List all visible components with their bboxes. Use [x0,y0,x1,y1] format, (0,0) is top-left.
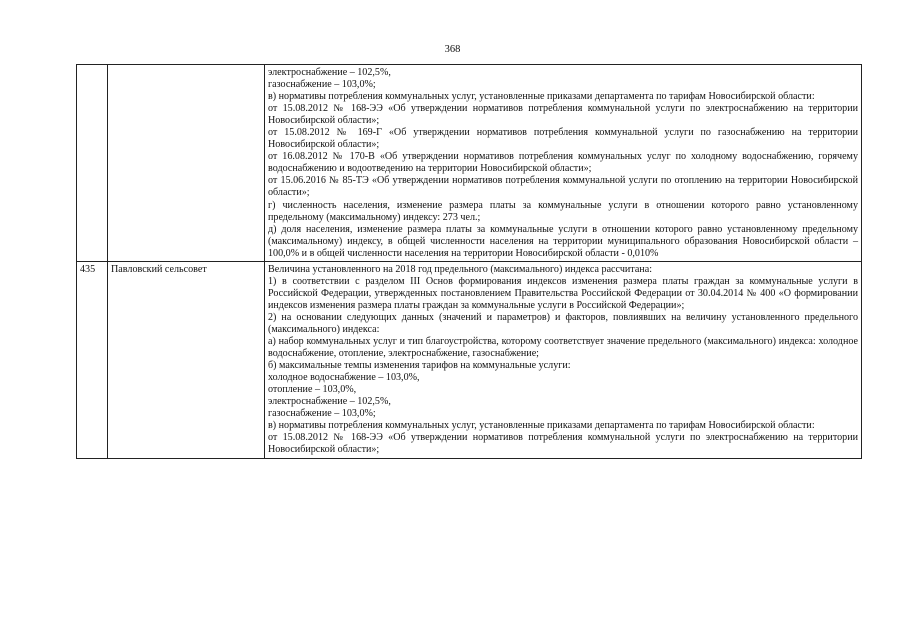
table-row [77,65,862,262]
row-number-cell: 435 [77,261,108,458]
description-paragraph: б) максимальные темпы изменения тарифов на коммунальные услуги: [268,360,571,372]
description-cell [265,65,862,262]
description-paragraph: от 15.08.2012 № 169-Г «Об утверждении нормативов потребления коммунальной услуги по газоснабжению на территории Новосибирской области»; [268,127,858,151]
description-paragraph: Величина установленного на 2018 год предельного (максимального) индекса рассчитана: [268,263,652,275]
description-paragraph: от 15.08.2012 № 168-ЭЭ «Об утверждении нормативов потребления коммунальной услуги по электроснабжению на территории Новосибирской области»; [268,432,858,456]
description-paragraph: 1) в соответствии с разделом III Основ формирования индексов изменения размера платы граждан за коммунальные услуги в Российской Федерации, утвержденных постановлением Правительства Российской Федерации от 30.04.2014 № 400 «О формировании индексов изменения размера платы граждан за коммунальные услуги в Российской Федерации»; [268,275,858,311]
description-paragraph: электроснабжение – 102,5%, [268,396,391,408]
municipality-name-cell [108,65,265,262]
description-paragraph: от 15.06.2016 № 85-ТЭ «Об утверждении нормативов потребления коммунальной услуги по отоплению на территории Новосибирской области»; [268,175,858,199]
description-paragraph: отопление – 103,0%, [268,384,357,396]
table-body [77,65,862,459]
description-paragraph: газоснабжение – 103,0%; [268,408,376,420]
description-paragraph: в) нормативы потребления коммунальных услуг, установленные приказами департамента по тарифам Новосибирской области: [268,91,815,103]
description-paragraph: д) доля населения, изменение размера платы за коммунальные услуги в отношении которого равно установленному предельному (максимальному) индексу, в общей численности населения на территории муниципального образования Новосибирской области – 100,0% и в общей численности населения на территории Новосибирской области - 0,010% [268,223,858,259]
municipality-name-cell: Павловский сельсовет [108,261,265,458]
document-table [76,64,862,459]
description-paragraph: от 16.08.2012 № 170-В «Об утверждении нормативов потребления коммунальных услуг по холодному водоснабжению, горячему водоснабжению и водоотведению на территории Новосибирской области»; [268,151,858,175]
table-row [77,261,862,458]
description-paragraph: от 15.08.2012 № 168-ЭЭ «Об утверждении нормативов потребления коммунальной услуги по электроснабжению на территории Новосибирской области»; [268,103,858,127]
description-paragraph: а) набор коммунальных услуг и тип благоустройства, которому соответствует значение предельного (максимального) индекса: холодное водоснабжение, отопление, электроснабжение, газоснабжение; [268,336,858,360]
description-paragraph: 2) на основании следующих данных (значений и параметров) и факторов, повлиявших на величину установленного предельного (максимального) индекса: [268,311,858,335]
description-paragraph: г) численность населения, изменение размера платы за коммунальные услуги в отношении которого равно установленному предельному (максимальному) индексу: 273 чел.; [268,199,858,223]
description-paragraph: холодное водоснабжение – 103,0%, [268,372,420,384]
description-paragraph: электроснабжение – 102,5%, [268,67,391,78]
description-paragraph: газоснабжение – 103,0%; [268,79,376,91]
description-paragraph: в) нормативы потребления коммунальных услуг, установленные приказами департамента по тарифам Новосибирской области: [268,420,815,432]
page-number: 368 [444,44,461,55]
description-cell [265,261,862,458]
row-number-cell [77,65,108,262]
